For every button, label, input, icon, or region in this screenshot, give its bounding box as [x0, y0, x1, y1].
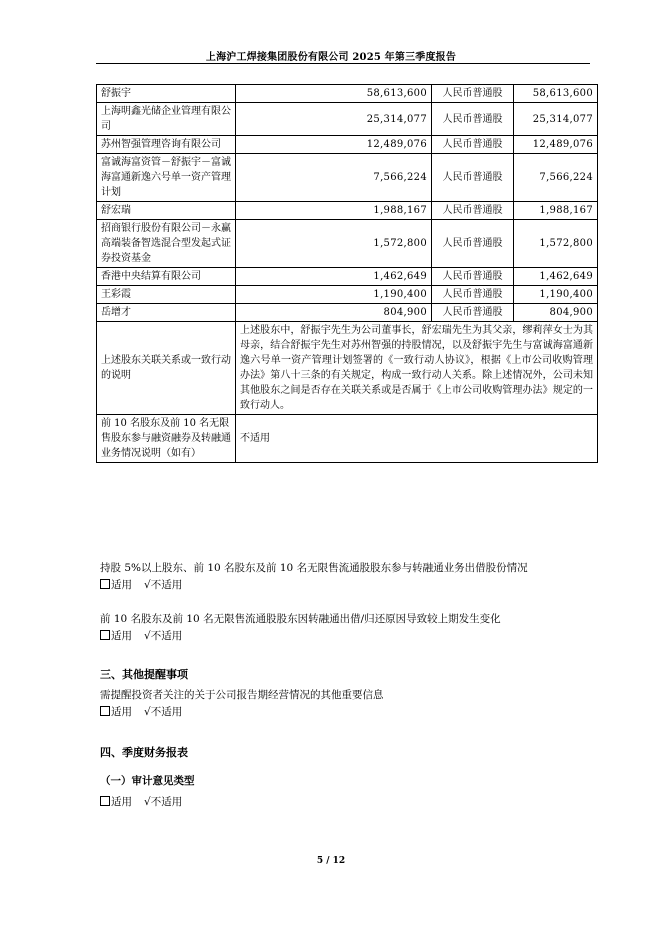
holder-name: 舒宏瑞 — [97, 202, 236, 220]
applicable-label: 适用 — [111, 796, 132, 808]
holder-share-count: 1,572,800 — [514, 220, 598, 268]
section-4-title: 四、季度财务报表 — [100, 746, 188, 759]
table-row — [97, 415, 598, 463]
holder-share-type: 人民币普通股 — [432, 202, 514, 220]
holder-shares: 12,489,076 — [236, 136, 432, 154]
holder-name: 王彩霞 — [97, 286, 236, 304]
tick-icon: √ — [144, 706, 151, 718]
holder-shares: 1,572,800 — [236, 220, 432, 268]
applicable-label: 适用 — [111, 630, 132, 642]
margin-text: 不适用 — [236, 415, 598, 463]
holder-share-type: 人民币普通股 — [432, 304, 514, 322]
q2-block — [100, 611, 600, 645]
shareholders-table-body — [97, 85, 598, 463]
table-row — [97, 286, 598, 304]
q2-checkbox-group — [100, 628, 182, 645]
holder-share-count: 1,988,167 — [514, 202, 598, 220]
holder-name: 香港中央结算有限公司 — [97, 268, 236, 286]
holder-shares: 25,314,077 — [236, 103, 432, 136]
holder-share-type: 人民币普通股 — [432, 154, 514, 202]
holder-shares: 1,988,167 — [236, 202, 432, 220]
holder-share-count: 1,190,400 — [514, 286, 598, 304]
table-row — [97, 304, 598, 322]
not-applicable-label: 不适用 — [150, 579, 183, 591]
holder-shares: 804,900 — [236, 304, 432, 322]
table-row — [97, 202, 598, 220]
margin-label: 前 10 名股东及前 10 名无限售股东参与融资融券及转融通业务情况说明（如有） — [97, 415, 236, 463]
checkbox-icon — [100, 630, 110, 640]
holder-share-count: 25,314,077 — [514, 103, 598, 136]
holder-name: 苏州智强管理咨询有限公司 — [97, 136, 236, 154]
tick-icon: √ — [144, 630, 151, 642]
holder-name: 岳增才 — [97, 304, 236, 322]
holder-name: 舒振宇 — [97, 85, 236, 103]
section-3-text: 需提醒投资者关注的关于公司报告期经营情况的其他重要信息 — [100, 689, 384, 701]
table-row — [97, 322, 598, 415]
holder-share-count: 7,566,224 — [514, 154, 598, 202]
holder-shares: 1,190,400 — [236, 286, 432, 304]
holder-share-count: 1,462,649 — [514, 268, 598, 286]
shareholders-table — [96, 84, 598, 463]
relations-text: 上述股东中，舒振宇先生为公司董事长，舒宏瑞先生为其父亲，缪莉萍女士为其母亲，结合舒振宇先生对苏州智强的持股情况，以及舒振宇先生与富诚海富通新逸六号单一资产管理计划签署的《一致行动人协议》，根据《上市公司收购管理办法》第八十三条的有关规定，构成一致行动人关系。除上述情况外，公司未知其他股东之间是否存在关联关系或是否属于《上市公司收购管理办法》规定的一致行动人。 — [236, 322, 598, 415]
table-row — [97, 136, 598, 154]
applicable-label: 适用 — [111, 706, 132, 718]
q1-text: 持股 5%以上股东、前 10 名股东及前 10 名无限售流通股股东参与转融通业务出借股份情况 — [100, 562, 528, 574]
holder-shares: 7,566,224 — [236, 154, 432, 202]
holder-share-type: 人民币普通股 — [432, 85, 514, 103]
holder-share-count: 804,900 — [514, 304, 598, 322]
report-header: 上海沪工焊接集团股份有限公司 2025 年第三季度报告 — [205, 52, 457, 63]
applicable-label: 适用 — [111, 579, 132, 591]
holder-name: 上海明鑫光储企业管理有限公司 — [97, 103, 236, 136]
holder-share-count: 12,489,076 — [514, 136, 598, 154]
section-3 — [100, 666, 600, 721]
holder-share-count: 58,613,600 — [514, 85, 598, 103]
not-applicable-label: 不适用 — [150, 706, 183, 718]
holder-name: 招商银行股份有限公司－永赢高端装备智选混合型发起式证券投资基金 — [97, 220, 236, 268]
holder-shares: 58,613,600 — [236, 85, 432, 103]
holder-share-type: 人民币普通股 — [432, 268, 514, 286]
holder-share-type: 人民币普通股 — [432, 286, 514, 304]
checkbox-icon — [100, 706, 110, 716]
checkbox-icon — [100, 579, 110, 589]
page-number: 5 / 12 — [316, 856, 346, 866]
table-row — [97, 268, 598, 286]
section-4 — [100, 744, 600, 811]
holder-shares: 1,462,649 — [236, 268, 432, 286]
not-applicable-label: 不适用 — [150, 630, 183, 642]
q1-checkbox-group — [100, 577, 182, 594]
holder-share-type: 人民币普通股 — [432, 103, 514, 136]
q2-text: 前 10 名股东及前 10 名无限售流通股股东因转融通出借/归还原因导致较上期发生变化 — [100, 613, 501, 625]
s3-checkbox-group — [100, 704, 182, 721]
table-row — [97, 85, 598, 103]
holder-name: 富诚海富资管－舒振宇－富诚海富通新逸六号单一资产管理计划 — [97, 154, 236, 202]
section-4-subtitle: （一）审计意见类型 — [100, 775, 195, 787]
holder-share-type: 人民币普通股 — [432, 136, 514, 154]
relations-label: 上述股东关联关系或一致行动的说明 — [97, 322, 236, 415]
table-row — [97, 103, 598, 136]
table-row — [97, 220, 598, 268]
not-applicable-label: 不适用 — [150, 796, 183, 808]
holder-share-type: 人民币普通股 — [432, 220, 514, 268]
section-3-title: 三、其他提醒事项 — [100, 668, 188, 681]
tick-icon: √ — [144, 796, 151, 808]
s4-checkbox-group — [100, 794, 182, 811]
q1-block — [100, 560, 600, 594]
table-row — [97, 154, 598, 202]
tick-icon: √ — [144, 579, 151, 591]
header-divider — [96, 63, 590, 64]
checkbox-icon — [100, 796, 110, 806]
